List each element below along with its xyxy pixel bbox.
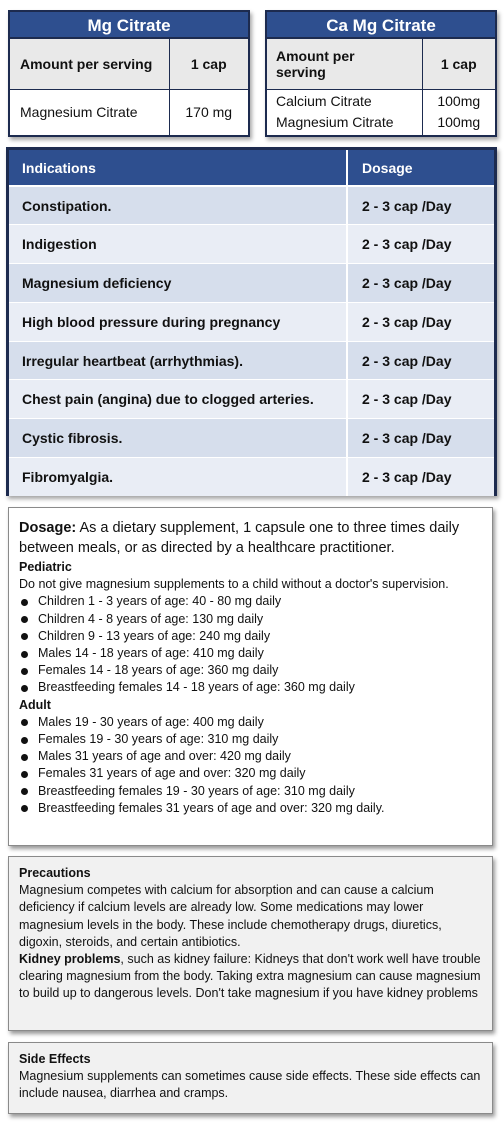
indication-cell: Irregular heartbeat (arrhythmias). xyxy=(9,341,347,380)
list-item: Breastfeeding females 14 - 18 years of age: 360 mg daily xyxy=(19,679,482,696)
dosage-cell: 2 - 3 cap /Day xyxy=(347,341,494,380)
pediatric-note: Do not give magnesium supplements to a child without a doctor's supervision. xyxy=(19,577,449,592)
indication-cell: Fibromyalgia. xyxy=(9,458,347,497)
ingredient-names xyxy=(267,89,422,135)
pediatric-list xyxy=(19,593,482,696)
mg-citrate-supplement-facts xyxy=(10,39,248,135)
ingredient-amount: 100mg xyxy=(437,93,481,110)
ca-mg-citrate-table xyxy=(265,10,497,137)
ingredient-name: Calcium Citrate xyxy=(276,93,372,110)
dosage-cell: 2 - 3 cap /Day xyxy=(347,225,494,264)
table-row xyxy=(9,458,494,497)
ingredient-name: Magnesium Citrate xyxy=(10,89,169,135)
indication-cell: Cystic fibrosis. xyxy=(9,419,347,458)
amount-per-serving-header xyxy=(267,39,422,89)
indications-header-row xyxy=(9,150,494,186)
dosage-cell: 2 - 3 cap /Day xyxy=(347,458,494,497)
indication-cell: Magnesium deficiency xyxy=(9,264,347,303)
list-item: Breastfeeding females 19 - 30 years of age: 310 mg daily xyxy=(19,783,482,800)
list-item: Females 14 - 18 years of age: 360 mg daily xyxy=(19,662,482,679)
ca-mg-citrate-supplement-facts xyxy=(267,39,495,135)
table-row xyxy=(9,186,494,225)
indication-cell: Chest pain (angina) due to clogged arteries. xyxy=(9,380,347,419)
side-effects-section xyxy=(8,1042,493,1114)
pediatric-heading: Pediatric xyxy=(19,560,72,574)
table-row xyxy=(9,341,494,380)
list-item: Females 19 - 30 years of age: 310 mg daily xyxy=(19,731,482,748)
indication-cell: High blood pressure during pregnancy xyxy=(9,302,347,341)
dosage-text: As a dietary supplement, 1 capsule one to three times daily between meals, or as directed by a healthcare practitioner. xyxy=(19,520,460,556)
amount-per-serving-header: Amount per serving xyxy=(10,39,169,89)
serving-size-header: 1 cap xyxy=(422,39,495,89)
indication-cell: Constipation. xyxy=(9,186,347,225)
indications-table xyxy=(6,147,497,496)
table-row xyxy=(9,302,494,341)
precautions-heading: Precautions xyxy=(19,866,91,880)
amount-header-line-2: serving xyxy=(276,63,326,80)
dosage-cell: 2 - 3 cap /Day xyxy=(347,380,494,419)
table-row xyxy=(267,89,495,135)
list-item: Males 14 - 18 years of age: 410 mg daily xyxy=(19,645,482,662)
kidney-problems-label: Kidney problems xyxy=(19,952,121,967)
kidney-problems-text: , such as kidney failure: Kidneys that don't work well have trouble clearing magnesium from the body. Taking extra magnesium can cause magnesium to build up to dangerous levels. Don't take magnesium if you have kidney problems xyxy=(19,952,481,1001)
dosage-cell: 2 - 3 cap /Day xyxy=(347,302,494,341)
amount-header-line-1: Amount per xyxy=(276,47,355,64)
indications-header: Indications xyxy=(9,150,347,186)
precautions-text: Magnesium competes with calcium for absorption and can cause a calcium deficiency if calcium levels are already low. Some medications may lower magnesium levels in the body. These include chemotherapy drugs, diuretics, digoxin, steroids, and certain antibiotics. xyxy=(19,883,442,949)
side-effects-heading: Side Effects xyxy=(19,1052,91,1066)
table-row xyxy=(9,264,494,303)
indications-dosage-table xyxy=(9,150,494,496)
dosage-intro xyxy=(19,518,482,558)
list-item: Children 1 - 3 years of age: 40 - 80 mg daily xyxy=(19,593,482,610)
mg-citrate-table xyxy=(8,10,250,137)
adult-heading: Adult xyxy=(19,697,51,712)
serving-size-header: 1 cap xyxy=(169,39,248,89)
dosage-cell: 2 - 3 cap /Day xyxy=(347,264,494,303)
ca-mg-citrate-header-row xyxy=(267,39,495,89)
mg-citrate-title: Mg Citrate xyxy=(10,12,248,39)
list-item: Females 31 years of age and over: 320 mg daily xyxy=(19,765,482,782)
list-item: Breastfeeding females 31 years of age and over: 320 mg daily. xyxy=(19,800,482,817)
list-item: Males 31 years of age and over: 420 mg daily xyxy=(19,748,482,765)
dosage-cell: 2 - 3 cap /Day xyxy=(347,419,494,458)
list-item: Children 9 - 13 years of age: 240 mg daily xyxy=(19,628,482,645)
dosage-header: Dosage xyxy=(347,150,494,186)
ingredient-amount: 170 mg xyxy=(185,104,233,121)
dosage-label: Dosage: xyxy=(19,520,77,536)
table-row xyxy=(9,419,494,458)
list-item: Males 19 - 30 years of age: 400 mg daily xyxy=(19,714,482,731)
kidney-problems-paragraph xyxy=(19,951,482,1003)
mg-citrate-header-row xyxy=(10,39,248,89)
ingredient-amounts xyxy=(422,89,495,135)
dosage-section xyxy=(8,507,493,846)
indication-cell: Indigestion xyxy=(9,225,347,264)
table-row xyxy=(9,380,494,419)
side-effects-text: Magnesium supplements can sometimes cause side effects. These side effects can include nausea, diarrhea and cramps. xyxy=(19,1069,481,1101)
adult-list xyxy=(19,714,482,817)
table-row xyxy=(10,89,248,135)
list-item: Children 4 - 8 years of age: 130 mg daily xyxy=(19,611,482,628)
dosage-cell: 2 - 3 cap /Day xyxy=(347,186,494,225)
ingredient-amount: 100mg xyxy=(437,114,481,131)
table-row xyxy=(9,225,494,264)
ca-mg-citrate-title: Ca Mg Citrate xyxy=(267,12,495,39)
ingredient-name: Magnesium Citrate xyxy=(276,114,394,131)
precautions-section xyxy=(8,856,493,1031)
